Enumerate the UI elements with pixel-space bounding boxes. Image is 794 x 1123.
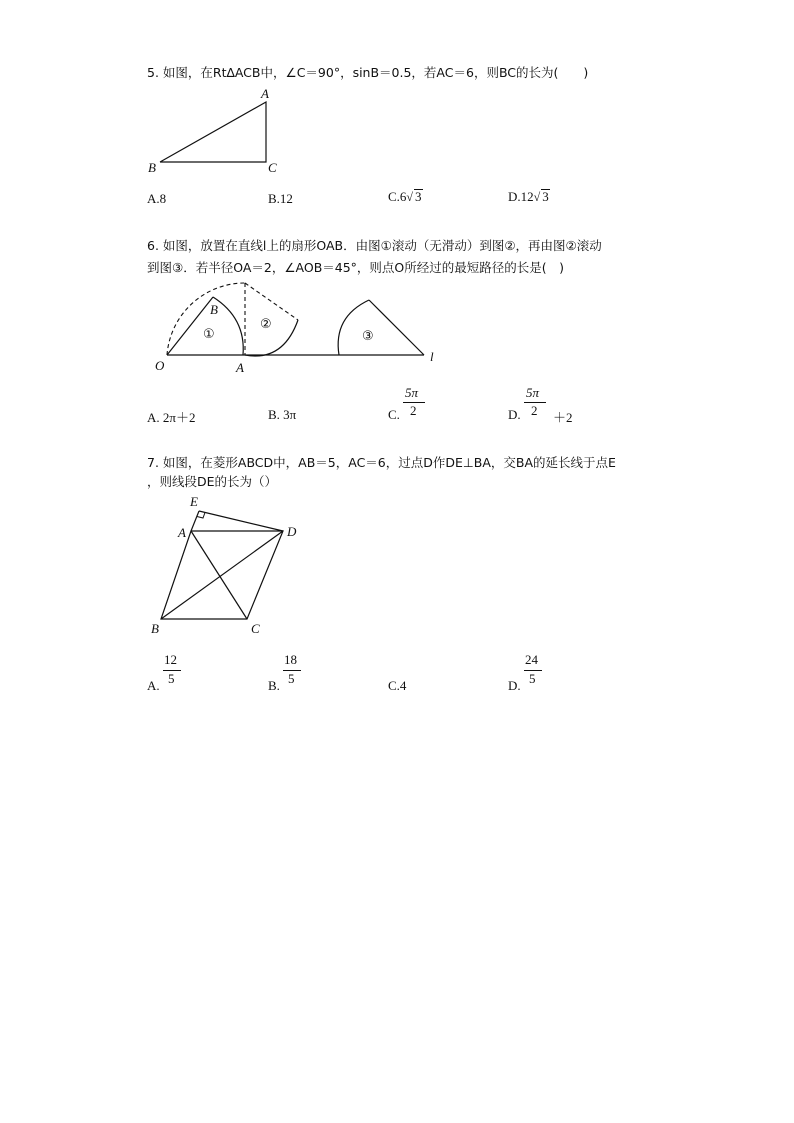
q5-option-b: B.12 xyxy=(268,191,293,206)
q7-label-b: B xyxy=(151,621,159,636)
q7-option-d-numerator: 24 xyxy=(525,652,538,667)
q6-option-d-denominator: 2 xyxy=(531,403,538,418)
q7-option-b-denominator: 5 xyxy=(288,671,295,686)
q7-option-b-numerator: 18 xyxy=(284,652,297,667)
q6-option-a: A. 2π＋2 xyxy=(147,410,196,425)
q7-option-b-prefix: B. xyxy=(268,678,280,693)
q5-label-c: C xyxy=(268,160,277,175)
q6-option-d-suffix: ＋2 xyxy=(553,410,573,425)
q7-option-a-denominator: 5 xyxy=(168,671,175,686)
q6-option-c-denominator: 2 xyxy=(410,403,417,418)
q7-label-a: A xyxy=(178,525,186,540)
q7-label-e: E xyxy=(190,494,198,509)
q7-option-a-prefix: A. xyxy=(147,678,160,693)
q5-label-a: A xyxy=(261,86,269,101)
q7-option-a-numerator: 12 xyxy=(164,652,177,667)
q7-option-c: C.4 xyxy=(388,678,407,693)
q7-label-c: C xyxy=(251,621,260,636)
q6-label-l: l xyxy=(430,349,434,364)
q6-option-c-prefix: C. xyxy=(388,407,400,422)
q7-option-d-prefix: D. xyxy=(508,678,521,693)
q5-option-d-prefix: D.12 xyxy=(508,189,534,204)
q5-label-b: B xyxy=(148,160,156,175)
q6-stem-line2: 到图③．若半径OA＝2，∠AOB＝45°，则点O所经过的最短路径的长是( ) xyxy=(147,260,565,275)
q6-option-c-numerator: 5π xyxy=(405,385,419,400)
radical-sign-icon: √ xyxy=(533,190,541,204)
radical-sign-icon: √ xyxy=(406,190,414,204)
q5-option-d-radicand: 3 xyxy=(542,189,549,204)
q5-option-a: A.8 xyxy=(147,191,167,206)
q6-label-a: A xyxy=(236,360,244,375)
q6-option-d-numerator: 5π xyxy=(526,385,540,400)
q7-label-d: D xyxy=(287,524,297,539)
q6-label-sector-2: ② xyxy=(260,317,272,332)
q5-option-c-prefix: C.6 xyxy=(388,189,407,204)
q6-label-b: B xyxy=(210,302,218,317)
q5-stem: 5. 如图，在Rt∆ACB中，∠C＝90°，sinB＝0.5，若AC＝6，则BC的长为( ) xyxy=(147,65,589,80)
q7-stem-line1: 7. 如图，在菱形ABCD中，AB＝5，AC＝6，过点D作DE⊥BA，交BA的延长线于点E xyxy=(147,455,616,470)
q6-label-sector-3: ③ xyxy=(362,329,374,344)
q7-option-d-denominator: 5 xyxy=(529,671,536,686)
q6-label-o: O xyxy=(155,358,165,373)
q6-stem-line1: 6. 如图，放置在直线l上的扇形OAB．由图①滚动（无滑动）到图②，再由图②滚动 xyxy=(147,238,602,253)
q6-label-sector-1: ① xyxy=(203,327,215,342)
q5-option-c-radicand: 3 xyxy=(415,189,422,204)
q6-option-d-prefix: D. xyxy=(508,407,521,422)
q7-stem-line2: ，则线段DE的长为（） xyxy=(147,474,278,489)
q6-option-b: B. 3π xyxy=(268,407,297,422)
